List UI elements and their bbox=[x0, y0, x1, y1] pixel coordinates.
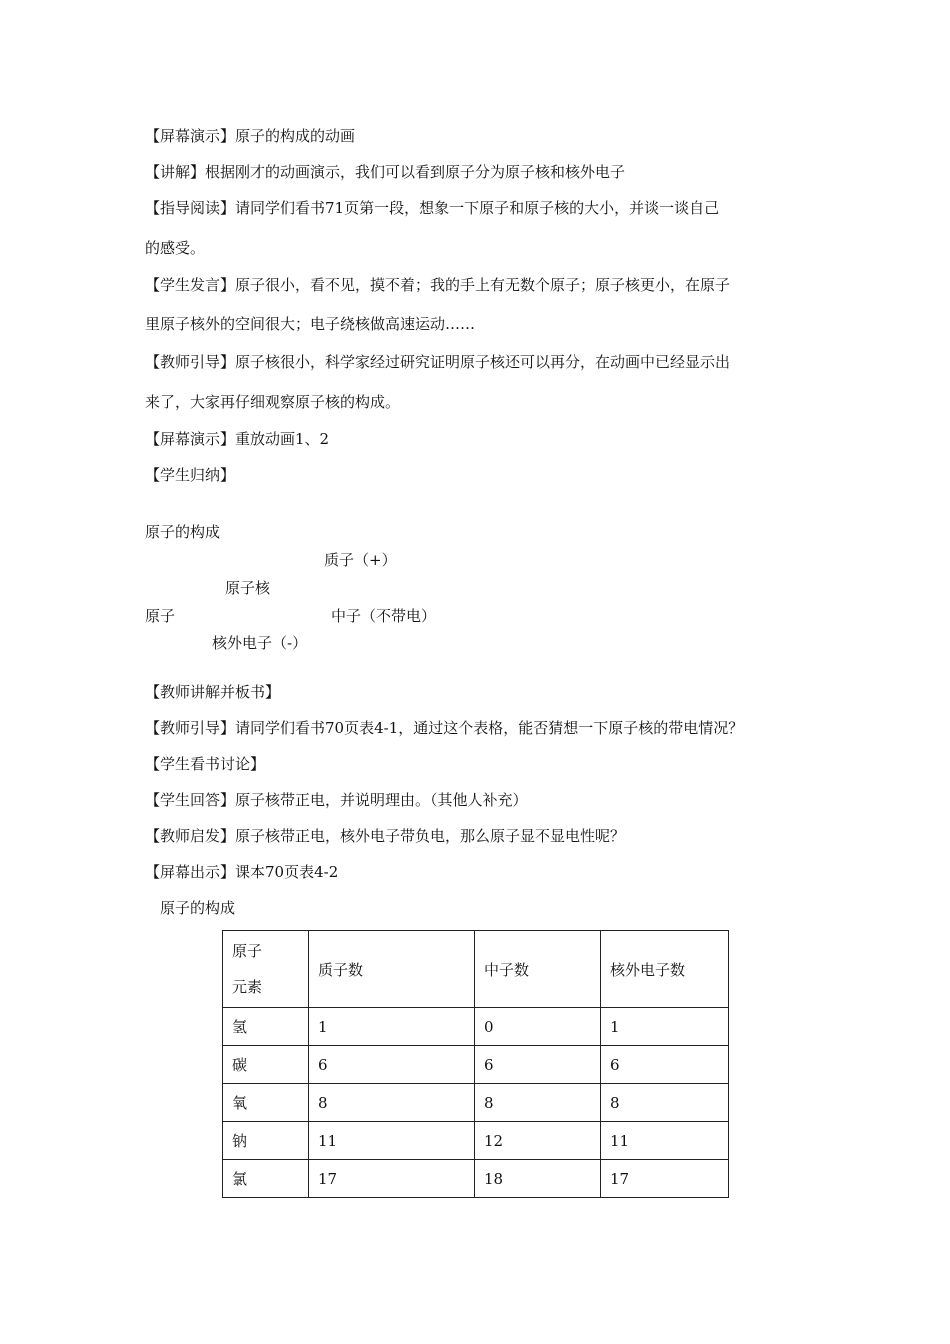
electron-count: 8 bbox=[601, 1084, 729, 1122]
element-name: 氯 bbox=[223, 1160, 309, 1198]
header-protons: 质子数 bbox=[309, 931, 475, 1008]
proton-count: 1 bbox=[309, 1008, 475, 1046]
diagram-neutron: 中子（不带电） bbox=[331, 607, 437, 625]
element-name: 氧 bbox=[223, 1084, 309, 1122]
proton-count: 6 bbox=[309, 1046, 475, 1084]
paragraph-screen-show: 【屏幕出示】课本70页表4-2 bbox=[145, 863, 339, 881]
header-corner-top: 原子 bbox=[232, 942, 263, 960]
paragraph-replay: 【屏幕演示】重放动画1、2 bbox=[145, 430, 330, 448]
proton-count: 17 bbox=[309, 1160, 475, 1198]
paragraph-guided-reading: 【指导阅读】请同学们看书71页第一段，想象一下原子和原子核的大小，并谈一谈自己 bbox=[145, 199, 720, 217]
diagram-title: 原子的构成 bbox=[145, 523, 221, 541]
paragraph-student-speech: 【学生发言】原子很小，看不见，摸不着；我的手上有无数个原子；原子核更小，在原子 bbox=[145, 276, 731, 294]
header-corner-cell bbox=[223, 931, 309, 1008]
paragraph-explanation: 【讲解】根据刚才的动画演示，我们可以看到原子分为原子核和核外电子 bbox=[145, 163, 626, 181]
header-electrons: 核外电子数 bbox=[601, 931, 729, 1008]
table-row bbox=[223, 1008, 729, 1046]
element-name: 碳 bbox=[223, 1046, 309, 1084]
diagram-proton: 质子（+） bbox=[324, 551, 397, 569]
neutron-count: 18 bbox=[475, 1160, 601, 1198]
electron-count: 6 bbox=[601, 1046, 729, 1084]
electron-count: 17 bbox=[601, 1160, 729, 1198]
element-name: 钠 bbox=[223, 1122, 309, 1160]
paragraph-teacher-prompt: 【教师启发】原子核带正电，核外电子带负电，那么原子显不显电性呢？ bbox=[145, 827, 626, 845]
neutron-count: 6 bbox=[475, 1046, 601, 1084]
paragraph-teacher-guide: 【教师引导】原子核很小，科学家经过研究证明原子核还可以再分，在动画中已经显示出 bbox=[145, 353, 731, 371]
proton-count: 8 bbox=[309, 1084, 475, 1122]
header-neutrons: 中子数 bbox=[475, 931, 601, 1008]
table-row bbox=[223, 1046, 729, 1084]
neutron-count: 12 bbox=[475, 1122, 601, 1160]
neutron-count: 0 bbox=[475, 1008, 601, 1046]
paragraph-guided-reading-cont: 的感受。 bbox=[145, 239, 206, 257]
diagram-nucleus: 原子核 bbox=[225, 579, 271, 597]
paragraph-student-answer: 【学生回答】原子核带正电，并说明理由。（其他人补充） bbox=[145, 791, 528, 809]
proton-count: 11 bbox=[309, 1122, 475, 1160]
paragraph-discussion: 【学生看书讨论】 bbox=[145, 755, 266, 773]
header-corner-bottom: 元素 bbox=[232, 978, 263, 996]
paragraph-teacher-guide-cont: 来了，大家再仔细观察原子核的构成。 bbox=[145, 393, 401, 411]
paragraph-screen-demo: 【屏幕演示】原子的构成的动画 bbox=[145, 127, 356, 145]
electron-count: 11 bbox=[601, 1122, 729, 1160]
diagram-electron: 核外电子（-） bbox=[212, 634, 308, 652]
paragraph-student-speech-cont: 里原子核外的空间很大；电子绕核做高速运动…… bbox=[145, 315, 476, 333]
table-caption: 原子的构成 bbox=[160, 899, 236, 917]
electron-count: 1 bbox=[601, 1008, 729, 1046]
table-row bbox=[223, 1122, 729, 1160]
table-row bbox=[223, 1084, 729, 1122]
atom-composition-table bbox=[222, 930, 729, 1198]
diagram-atom: 原子 bbox=[145, 607, 176, 625]
paragraph-student-summary: 【学生归纳】 bbox=[145, 466, 236, 484]
table-row bbox=[223, 1160, 729, 1198]
table-header-row bbox=[223, 931, 729, 1008]
paragraph-board-writing: 【教师讲解并板书】 bbox=[145, 683, 281, 701]
neutron-count: 8 bbox=[475, 1084, 601, 1122]
element-name: 氢 bbox=[223, 1008, 309, 1046]
paragraph-teacher-question: 【教师引导】请同学们看书70页表4-1，通过这个表格，能否猜想一下原子核的带电情况？ bbox=[145, 719, 744, 737]
